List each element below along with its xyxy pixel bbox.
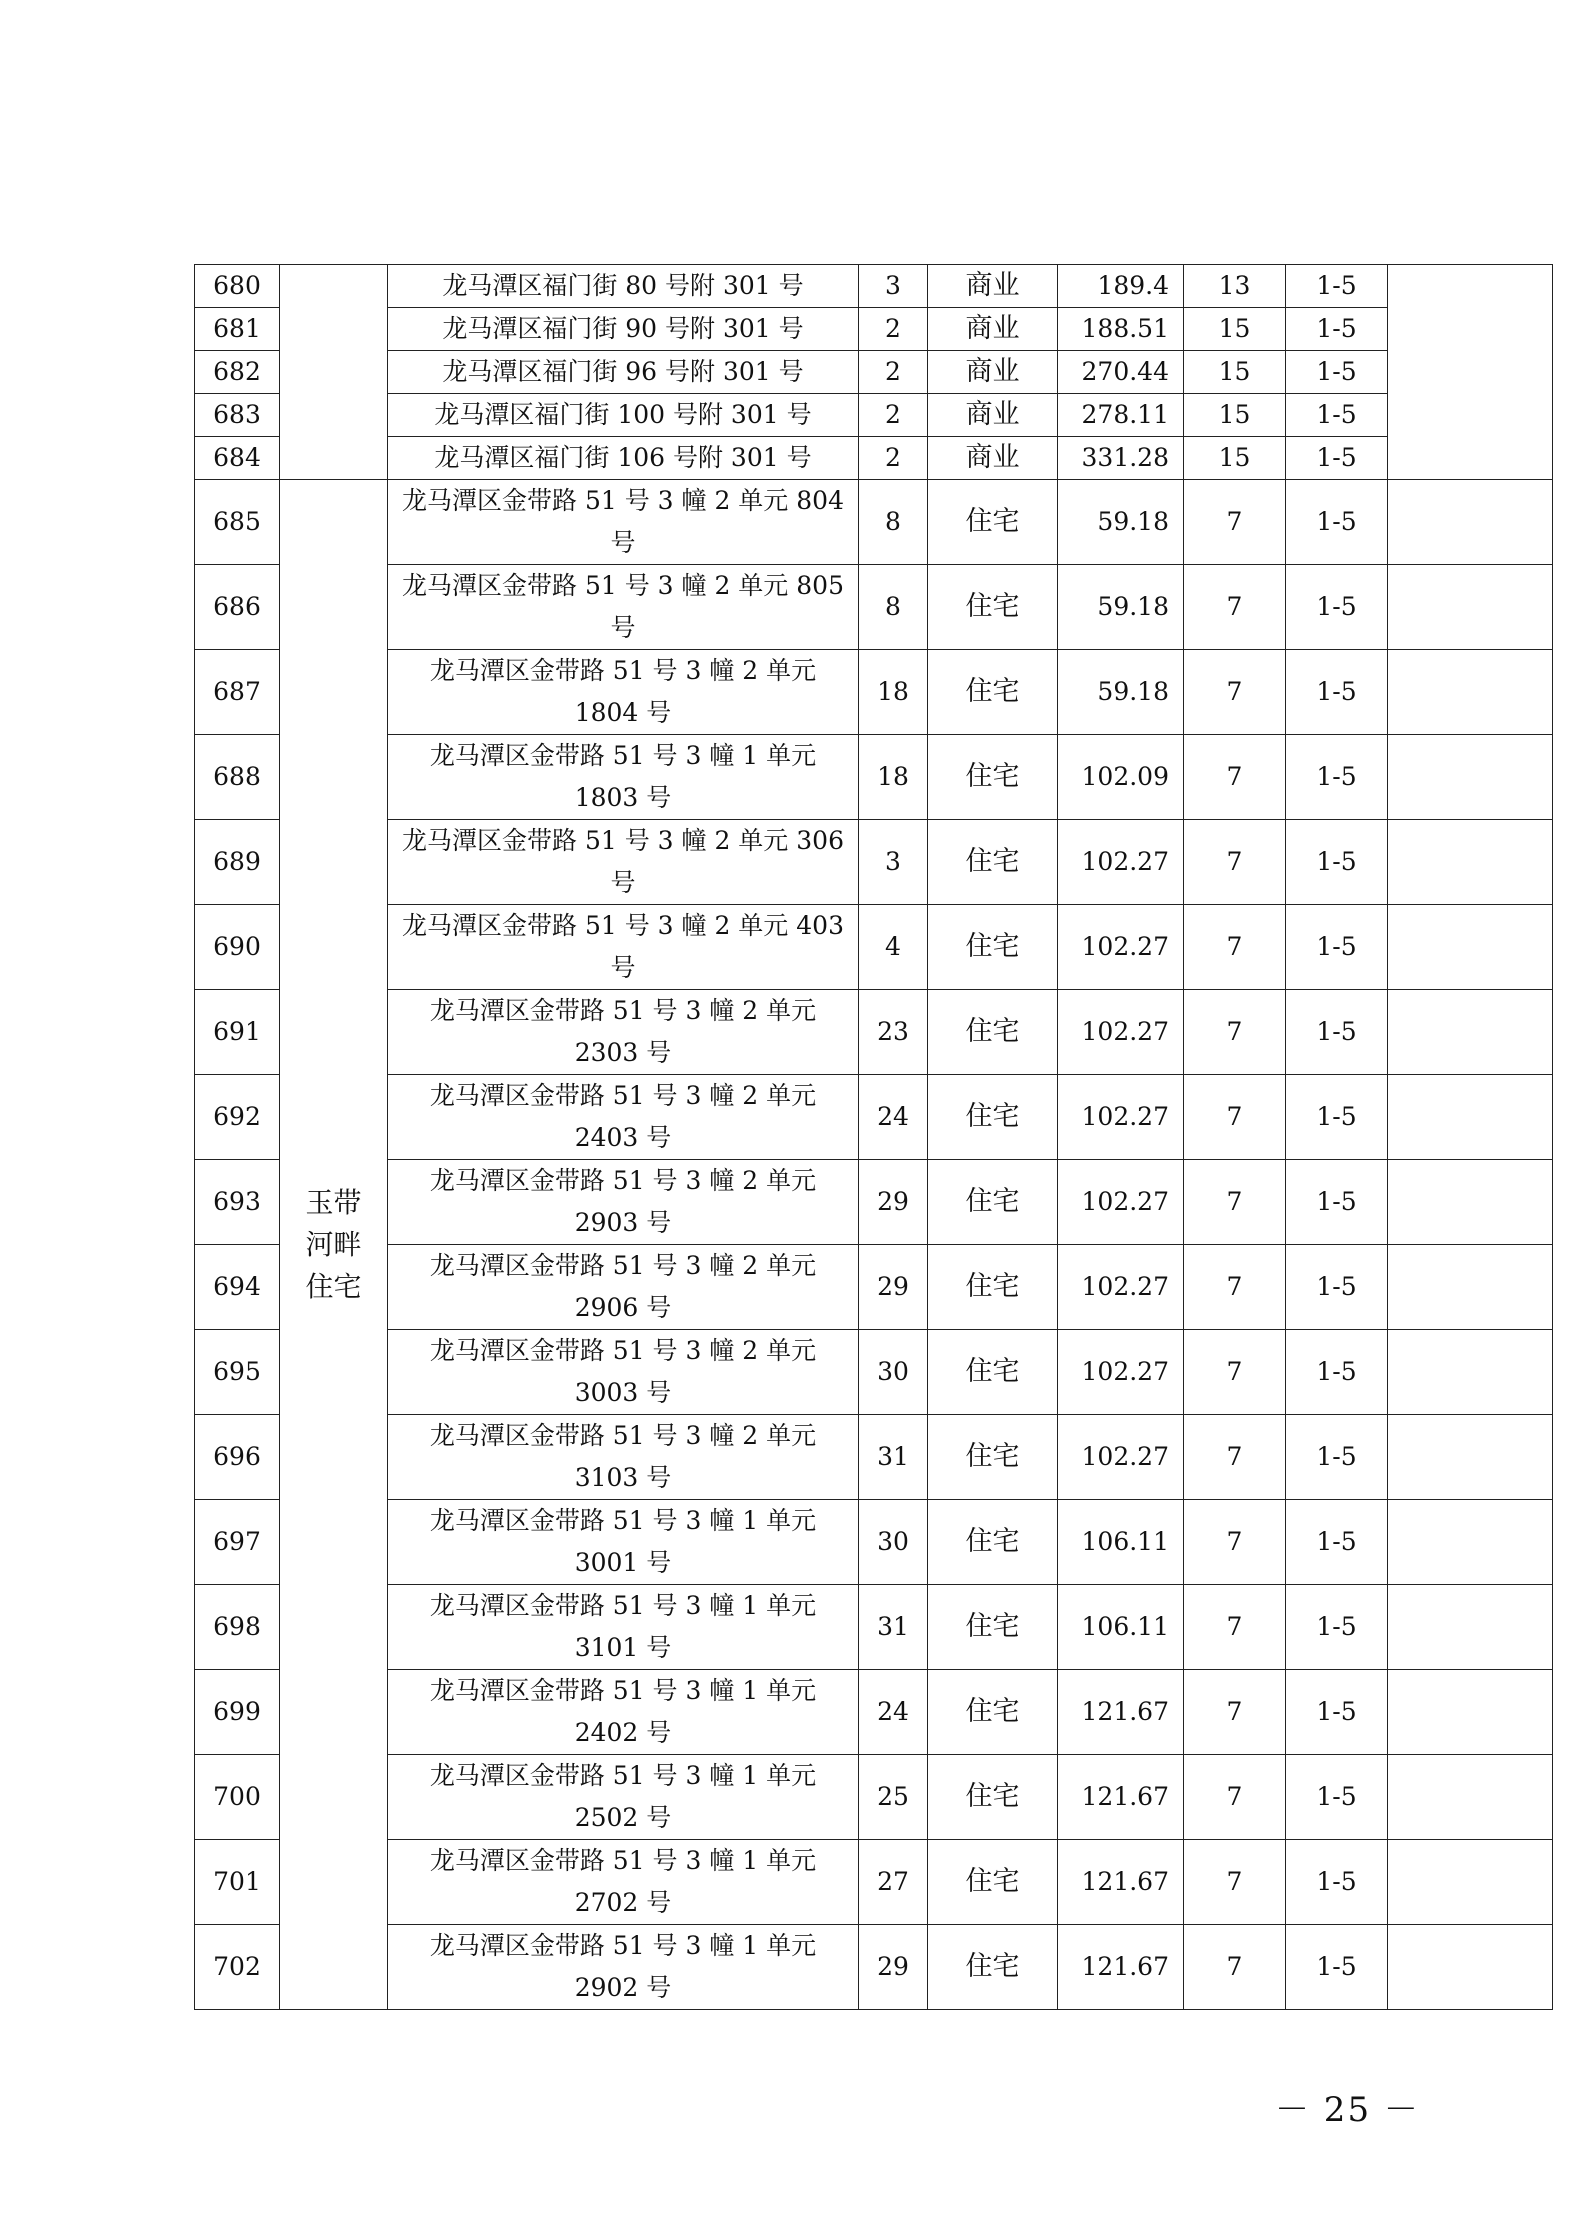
value-b-cell: 1-5 (1286, 735, 1388, 820)
usage-cell: 住宅 (928, 1925, 1058, 2010)
property-table (194, 264, 1553, 2010)
row-number-cell: 698 (195, 1585, 280, 1670)
value-a-cell: 15 (1184, 351, 1286, 394)
address-cell: 龙马潭区金带路 51 号 3 幢 2 单元 3003 号 (388, 1330, 859, 1415)
area-cell: 102.09 (1058, 735, 1184, 820)
usage-cell: 住宅 (928, 1840, 1058, 1925)
floor-cell: 8 (859, 480, 928, 565)
table-row (195, 1160, 1553, 1245)
remarks-cell (1388, 735, 1553, 820)
value-b-cell: 1-5 (1286, 1755, 1388, 1840)
value-a-cell: 7 (1184, 650, 1286, 735)
area-cell: 188.51 (1058, 308, 1184, 351)
floor-cell: 31 (859, 1415, 928, 1500)
usage-cell: 商业 (928, 265, 1058, 308)
area-cell: 102.27 (1058, 820, 1184, 905)
area-cell: 102.27 (1058, 905, 1184, 990)
project-name-cell: 玉带 河畔 住宅 (280, 480, 388, 2010)
area-cell: 278.11 (1058, 394, 1184, 437)
remarks-cell (1388, 990, 1553, 1075)
value-b-cell: 1-5 (1286, 1670, 1388, 1755)
row-number-cell: 692 (195, 1075, 280, 1160)
value-b-cell: 1-5 (1286, 990, 1388, 1075)
value-b-cell: 1-5 (1286, 820, 1388, 905)
value-b-cell: 1-5 (1286, 1500, 1388, 1585)
address-cell: 龙马潭区福门街 100 号附 301 号 (388, 394, 859, 437)
usage-cell: 住宅 (928, 1330, 1058, 1415)
table-row (195, 820, 1553, 905)
value-b-cell: 1-5 (1286, 1585, 1388, 1670)
remarks-cell (1388, 1755, 1553, 1840)
table-row (195, 1415, 1553, 1500)
remarks-cell (1388, 1245, 1553, 1330)
usage-cell: 商业 (928, 351, 1058, 394)
floor-cell: 8 (859, 565, 928, 650)
usage-cell: 住宅 (928, 1670, 1058, 1755)
usage-cell: 住宅 (928, 905, 1058, 990)
value-b-cell: 1-5 (1286, 394, 1388, 437)
row-number-cell: 690 (195, 905, 280, 990)
value-a-cell: 7 (1184, 1245, 1286, 1330)
row-number-cell: 683 (195, 394, 280, 437)
value-a-cell: 7 (1184, 905, 1286, 990)
row-number-cell: 689 (195, 820, 280, 905)
address-cell: 龙马潭区金带路 51 号 3 幢 2 单元 1804 号 (388, 650, 859, 735)
remarks-cell (1388, 650, 1553, 735)
value-a-cell: 7 (1184, 1925, 1286, 2010)
floor-cell: 25 (859, 1755, 928, 1840)
table-row (195, 565, 1553, 650)
area-cell: 102.27 (1058, 1330, 1184, 1415)
remarks-cell (1388, 820, 1553, 905)
row-number-cell: 696 (195, 1415, 280, 1500)
value-b-cell: 1-5 (1286, 351, 1388, 394)
usage-cell: 住宅 (928, 820, 1058, 905)
address-cell: 龙马潭区金带路 51 号 3 幢 1 单元 1803 号 (388, 735, 859, 820)
floor-cell: 24 (859, 1670, 928, 1755)
value-a-cell: 15 (1184, 308, 1286, 351)
value-b-cell: 1-5 (1286, 437, 1388, 480)
usage-cell: 住宅 (928, 1755, 1058, 1840)
usage-cell: 住宅 (928, 1585, 1058, 1670)
usage-cell: 住宅 (928, 565, 1058, 650)
floor-cell: 29 (859, 1160, 928, 1245)
usage-cell: 住宅 (928, 650, 1058, 735)
address-cell: 龙马潭区金带路 51 号 3 幢 1 单元 2502 号 (388, 1755, 859, 1840)
floor-cell: 2 (859, 351, 928, 394)
table-row (195, 1585, 1553, 1670)
area-cell: 121.67 (1058, 1925, 1184, 2010)
usage-cell: 住宅 (928, 1160, 1058, 1245)
address-cell: 龙马潭区金带路 51 号 3 幢 2 单元 804 号 (388, 480, 859, 565)
address-cell: 龙马潭区金带路 51 号 3 幢 2 单元 306 号 (388, 820, 859, 905)
floor-cell: 3 (859, 820, 928, 905)
area-cell: 121.67 (1058, 1755, 1184, 1840)
value-a-cell: 13 (1184, 265, 1286, 308)
usage-cell: 商业 (928, 394, 1058, 437)
address-cell: 龙马潭区金带路 51 号 3 幢 1 单元 3101 号 (388, 1585, 859, 1670)
area-cell: 121.67 (1058, 1670, 1184, 1755)
usage-cell: 商业 (928, 437, 1058, 480)
row-number-cell: 685 (195, 480, 280, 565)
value-b-cell: 1-5 (1286, 905, 1388, 990)
value-a-cell: 15 (1184, 437, 1286, 480)
row-number-cell: 699 (195, 1670, 280, 1755)
address-cell: 龙马潭区金带路 51 号 3 幢 2 单元 805 号 (388, 565, 859, 650)
remarks-cell (1388, 905, 1553, 990)
value-a-cell: 7 (1184, 820, 1286, 905)
row-number-cell: 684 (195, 437, 280, 480)
table-row (195, 735, 1553, 820)
table-row (195, 394, 1553, 437)
floor-cell: 2 (859, 308, 928, 351)
row-number-cell: 697 (195, 1500, 280, 1585)
value-b-cell: 1-5 (1286, 650, 1388, 735)
table-row (195, 1840, 1553, 1925)
floor-cell: 2 (859, 437, 928, 480)
row-number-cell: 686 (195, 565, 280, 650)
row-number-cell: 687 (195, 650, 280, 735)
address-cell: 龙马潭区福门街 80 号附 301 号 (388, 265, 859, 308)
row-number-cell: 681 (195, 308, 280, 351)
floor-cell: 29 (859, 1925, 928, 2010)
floor-cell: 27 (859, 1840, 928, 1925)
usage-cell: 商业 (928, 308, 1058, 351)
value-a-cell: 7 (1184, 1670, 1286, 1755)
remarks-cell (1388, 265, 1553, 480)
remarks-cell (1388, 1585, 1553, 1670)
row-number-cell: 691 (195, 990, 280, 1075)
area-cell: 270.44 (1058, 351, 1184, 394)
row-number-cell: 702 (195, 1925, 280, 2010)
value-a-cell: 7 (1184, 1330, 1286, 1415)
value-b-cell: 1-5 (1286, 565, 1388, 650)
floor-cell: 23 (859, 990, 928, 1075)
table-row (195, 1755, 1553, 1840)
value-a-cell: 7 (1184, 1500, 1286, 1585)
table-row (195, 351, 1553, 394)
remarks-cell (1388, 480, 1553, 565)
area-cell: 121.67 (1058, 1840, 1184, 1925)
floor-cell: 24 (859, 1075, 928, 1160)
usage-cell: 住宅 (928, 1245, 1058, 1330)
address-cell: 龙马潭区金带路 51 号 3 幢 1 单元 2702 号 (388, 1840, 859, 1925)
area-cell: 189.4 (1058, 265, 1184, 308)
remarks-cell (1388, 1670, 1553, 1755)
floor-cell: 4 (859, 905, 928, 990)
address-cell: 龙马潭区金带路 51 号 3 幢 1 单元 2402 号 (388, 1670, 859, 1755)
area-cell: 102.27 (1058, 990, 1184, 1075)
table-row (195, 905, 1553, 990)
value-a-cell: 15 (1184, 394, 1286, 437)
address-cell: 龙马潭区金带路 51 号 3 幢 2 单元 2303 号 (388, 990, 859, 1075)
usage-cell: 住宅 (928, 1500, 1058, 1585)
row-number-cell: 680 (195, 265, 280, 308)
area-cell: 331.28 (1058, 437, 1184, 480)
value-b-cell: 1-5 (1286, 1840, 1388, 1925)
table-body (195, 265, 1553, 2010)
row-number-cell: 701 (195, 1840, 280, 1925)
table-row (195, 1075, 1553, 1160)
row-number-cell: 694 (195, 1245, 280, 1330)
table-row (195, 1330, 1553, 1415)
value-a-cell: 7 (1184, 735, 1286, 820)
value-a-cell: 7 (1184, 480, 1286, 565)
usage-cell: 住宅 (928, 1075, 1058, 1160)
remarks-cell (1388, 1415, 1553, 1500)
value-a-cell: 7 (1184, 1840, 1286, 1925)
area-cell: 102.27 (1058, 1245, 1184, 1330)
value-b-cell: 1-5 (1286, 1925, 1388, 2010)
usage-cell: 住宅 (928, 1415, 1058, 1500)
remarks-cell (1388, 1160, 1553, 1245)
floor-cell: 18 (859, 650, 928, 735)
remarks-cell (1388, 1840, 1553, 1925)
area-cell: 59.18 (1058, 565, 1184, 650)
row-number-cell: 688 (195, 735, 280, 820)
remarks-cell (1388, 1330, 1553, 1415)
floor-cell: 2 (859, 394, 928, 437)
floor-cell: 31 (859, 1585, 928, 1670)
row-number-cell: 682 (195, 351, 280, 394)
value-b-cell: 1-5 (1286, 1330, 1388, 1415)
area-cell: 102.27 (1058, 1075, 1184, 1160)
remarks-cell (1388, 1500, 1553, 1585)
table-row (195, 265, 1553, 308)
table-row (195, 480, 1553, 565)
value-a-cell: 7 (1184, 565, 1286, 650)
area-cell: 106.11 (1058, 1585, 1184, 1670)
table-row (195, 437, 1553, 480)
address-cell: 龙马潭区福门街 106 号附 301 号 (388, 437, 859, 480)
floor-cell: 30 (859, 1330, 928, 1415)
usage-cell: 住宅 (928, 480, 1058, 565)
value-b-cell: 1-5 (1286, 308, 1388, 351)
value-a-cell: 7 (1184, 1585, 1286, 1670)
address-cell: 龙马潭区福门街 96 号附 301 号 (388, 351, 859, 394)
table-row (195, 1670, 1553, 1755)
table-row (195, 1925, 1553, 2010)
address-cell: 龙马潭区金带路 51 号 3 幢 2 单元 2903 号 (388, 1160, 859, 1245)
table-row (195, 1245, 1553, 1330)
area-cell: 102.27 (1058, 1160, 1184, 1245)
row-number-cell: 700 (195, 1755, 280, 1840)
value-a-cell: 7 (1184, 990, 1286, 1075)
value-b-cell: 1-5 (1286, 1245, 1388, 1330)
floor-cell: 18 (859, 735, 928, 820)
value-a-cell: 7 (1184, 1755, 1286, 1840)
address-cell: 龙马潭区金带路 51 号 3 幢 2 单元 403 号 (388, 905, 859, 990)
row-number-cell: 695 (195, 1330, 280, 1415)
table-row (195, 650, 1553, 735)
address-cell: 龙马潭区金带路 51 号 3 幢 2 单元 2906 号 (388, 1245, 859, 1330)
remarks-cell (1388, 565, 1553, 650)
table-row (195, 1500, 1553, 1585)
table-row (195, 308, 1553, 351)
floor-cell: 3 (859, 265, 928, 308)
usage-cell: 住宅 (928, 735, 1058, 820)
row-number-cell: 693 (195, 1160, 280, 1245)
area-cell: 102.27 (1058, 1415, 1184, 1500)
usage-cell: 住宅 (928, 990, 1058, 1075)
area-cell: 59.18 (1058, 650, 1184, 735)
project-cell-a (280, 265, 388, 480)
value-b-cell: 1-5 (1286, 265, 1388, 308)
floor-cell: 30 (859, 1500, 928, 1585)
remarks-cell (1388, 1925, 1553, 2010)
address-cell: 龙马潭区福门街 90 号附 301 号 (388, 308, 859, 351)
floor-cell: 29 (859, 1245, 928, 1330)
value-b-cell: 1-5 (1286, 480, 1388, 565)
page-number: － 25 － (1275, 2090, 1420, 2130)
value-a-cell: 7 (1184, 1160, 1286, 1245)
value-b-cell: 1-5 (1286, 1075, 1388, 1160)
address-cell: 龙马潭区金带路 51 号 3 幢 1 单元 3001 号 (388, 1500, 859, 1585)
value-a-cell: 7 (1184, 1075, 1286, 1160)
value-b-cell: 1-5 (1286, 1415, 1388, 1500)
table-row (195, 990, 1553, 1075)
area-cell: 59.18 (1058, 480, 1184, 565)
address-cell: 龙马潭区金带路 51 号 3 幢 2 单元 2403 号 (388, 1075, 859, 1160)
remarks-cell (1388, 1075, 1553, 1160)
area-cell: 106.11 (1058, 1500, 1184, 1585)
address-cell: 龙马潭区金带路 51 号 3 幢 2 单元 3103 号 (388, 1415, 859, 1500)
value-a-cell: 7 (1184, 1415, 1286, 1500)
value-b-cell: 1-5 (1286, 1160, 1388, 1245)
address-cell: 龙马潭区金带路 51 号 3 幢 1 单元 2902 号 (388, 1925, 859, 2010)
